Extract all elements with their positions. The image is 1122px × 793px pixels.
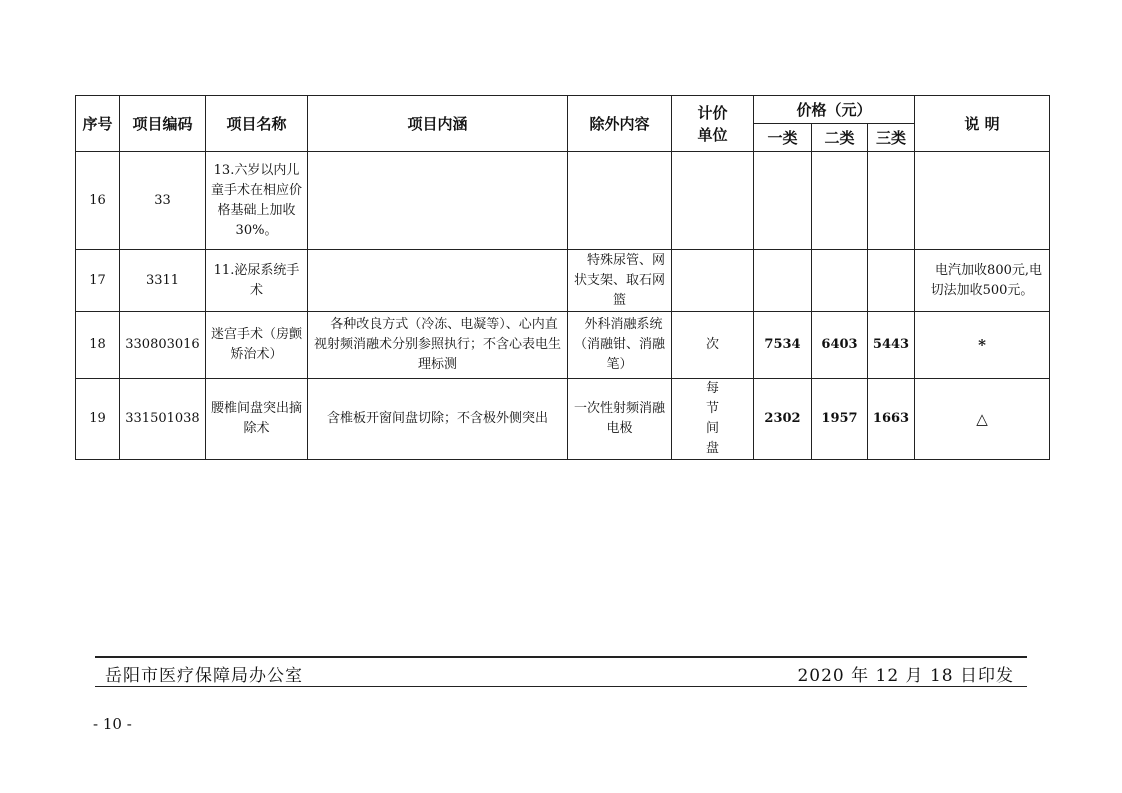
issuer-text: 岳阳市医疗保障局办公室 <box>105 666 303 686</box>
table-row <box>76 379 1050 460</box>
cell-note <box>915 152 1050 250</box>
header-unit <box>672 96 754 152</box>
cell-unit-text: 每节间盘 <box>705 381 719 456</box>
table-row <box>76 152 1050 250</box>
header-exclude: 除外内容 <box>568 96 672 152</box>
cell-price2 <box>812 152 868 250</box>
cell-content <box>308 250 568 312</box>
cell-price1: 7534 <box>754 312 812 379</box>
cell-price1 <box>754 250 812 312</box>
header-price: 价格（元） <box>754 96 915 124</box>
header-unit-text: 计价单位 <box>697 103 728 144</box>
cell-content: 各种改良方式（冷冻、电凝等）、心内直视射频消融术分别参照执行；不含心表电生理标测 <box>308 312 568 379</box>
cell-price2 <box>812 250 868 312</box>
cell-note: * <box>915 312 1050 379</box>
cell-note: 电汽加收800元,电切法加收500元。 <box>915 250 1050 312</box>
cell-unit <box>672 250 754 312</box>
cell-price3 <box>868 152 915 250</box>
cell-seq: 17 <box>76 250 120 312</box>
table-row <box>76 250 1050 312</box>
header-seq: 序号 <box>76 96 120 152</box>
header-class3: 三类 <box>868 124 915 152</box>
cell-unit: 次 <box>672 312 754 379</box>
header-content: 项目内涵 <box>308 96 568 152</box>
cell-note: △ <box>915 379 1050 460</box>
cell-exclude: 特殊尿管、网状支架、取石网篮 <box>568 250 672 312</box>
cell-name: 13.六岁以内儿童手术在相应价格基础上加收30%。 <box>206 152 308 250</box>
page-number: - 10 - <box>93 715 132 733</box>
issue-date: 2020 年 12 月 18 日印发 <box>797 666 1014 686</box>
price-table <box>75 95 1050 460</box>
cell-seq: 18 <box>76 312 120 379</box>
cell-price3: 1663 <box>868 379 915 460</box>
cell-seq: 16 <box>76 152 120 250</box>
header-note: 说 明 <box>915 96 1050 152</box>
table-row <box>76 312 1050 379</box>
cell-price1: 2302 <box>754 379 812 460</box>
cell-name: 迷宫手术（房颤矫治术） <box>206 312 308 379</box>
header-name: 项目名称 <box>206 96 308 152</box>
header-class2: 二类 <box>812 124 868 152</box>
footer-rule-bottom <box>95 686 1027 687</box>
cell-exclude <box>568 152 672 250</box>
cell-seq: 19 <box>76 379 120 460</box>
cell-price1 <box>754 152 812 250</box>
header-class1: 一类 <box>754 124 812 152</box>
cell-content: 含椎板开窗间盘切除；不含极外侧突出 <box>308 379 568 460</box>
cell-content <box>308 152 568 250</box>
cell-code: 330803016 <box>120 312 206 379</box>
footer-rule-top <box>95 656 1027 658</box>
cell-code: 33 <box>120 152 206 250</box>
cell-code: 331501038 <box>120 379 206 460</box>
cell-name: 11.泌尿系统手术 <box>206 250 308 312</box>
cell-code: 3311 <box>120 250 206 312</box>
cell-unit <box>672 152 754 250</box>
header-code: 项目编码 <box>120 96 206 152</box>
cell-price2: 1957 <box>812 379 868 460</box>
cell-price3 <box>868 250 915 312</box>
cell-exclude: 一次性射频消融电极 <box>568 379 672 460</box>
cell-name: 腰椎间盘突出摘除术 <box>206 379 308 460</box>
cell-exclude: 外科消融系统（消融钳、消融笔） <box>568 312 672 379</box>
cell-price3: 5443 <box>868 312 915 379</box>
cell-unit <box>672 379 754 460</box>
cell-price2: 6403 <box>812 312 868 379</box>
